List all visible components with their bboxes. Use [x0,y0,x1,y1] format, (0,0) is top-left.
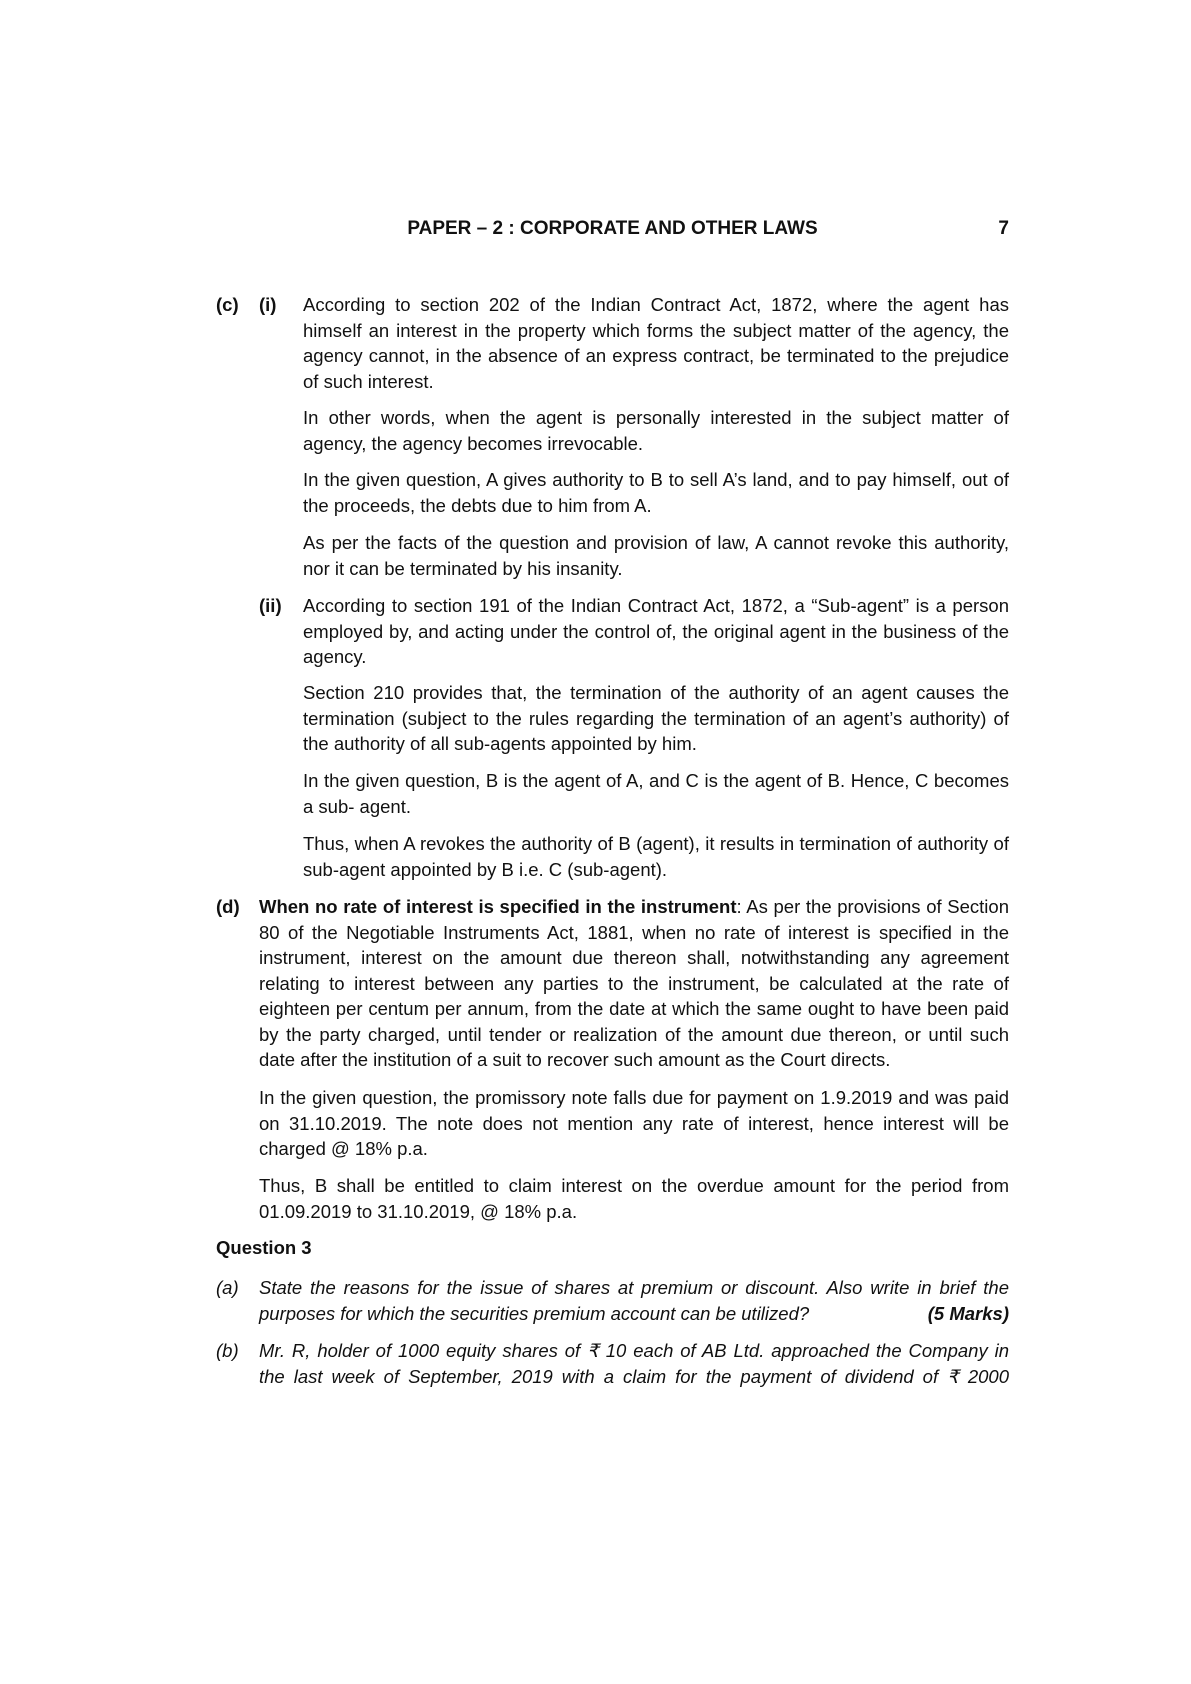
page-header [216,216,1009,242]
paper-title: PAPER – 2 : CORPORATE AND OTHER LAWS [407,218,818,239]
part-i-label: (i) [259,294,277,315]
q3-part-a-text: State the reasons for the issue of shares at premium or discount. Also write in brief the purposes for which the securities premium account can be utilized? [259,1277,1009,1324]
part-i-para-3: In the given question, A gives authority to B to sell A’s land, and to pay himself, out of the proceeds, the debts due to him from A. [303,469,1009,516]
q3-part-b-text: Mr. R, holder of 1000 equity shares of ₹ 10 each of AB Ltd. approached the Company in the last week of September, 2019 with a claim for the payment of dividend of ₹ 2000 [259,1340,1009,1387]
section-d-label: (d) [216,896,240,917]
part-i-para-2: In other words, when the agent is personally interested in the subject matter of agency, the agency becomes irrevocable. [303,407,1009,454]
q3-part-b [259,1338,1009,1389]
question-3-heading: Question 3 [216,1237,312,1258]
section-c-label: (c) [216,294,239,315]
section-d-para-2: In the given question, the promissory note falls due for payment on 1.9.2019 and was paid on 31.10.2019. The note does not mention any rate of interest, hence interest will be charged @ 18% p.a. [259,1087,1009,1159]
q3-part-b-label: (b) [216,1340,239,1361]
page-number: 7 [998,218,1009,239]
part-ii-para-2: Section 210 provides that, the termination of the authority of an agent causes the termination (subject to the rules regarding the termination of an agent’s authority) of the authority of all sub-agents appointed by him. [303,682,1009,754]
part-ii-label: (ii) [259,595,282,616]
part-i-para-1: According to section 202 of the Indian Contract Act, 1872, where the agent has himself an interest in the property which forms the subject matter of the agency, the agency cannot, in the absence of an express contract, be terminated to the prejudice of such interest. [303,294,1009,392]
part-i-para-4: As per the facts of the question and provision of law, A cannot revoke this authority, nor it can be terminated by his insanity. [303,532,1009,579]
part-ii-para-4: Thus, when A revokes the authority of B (agent), it results in termination of authority of sub-agent appointed by B i.e. C (sub-agent). [303,833,1009,880]
section-d-para-3: Thus, B shall be entitled to claim interest on the overdue amount for the period from 01.09.2019 to 31.10.2019, @ 18% p.a. [259,1175,1009,1222]
section-d-para-1 [259,894,1009,1073]
q3-part-a-label: (a) [216,1277,239,1298]
part-ii-para-1: According to section 191 of the Indian Contract Act, 1872, a “Sub-agent” is a person employed by, and acting under the control of, the original agent in the business of the agency. [303,595,1009,667]
section-d-heading: When no rate of interest is specified in the instrument [259,896,737,917]
q3-part-a [259,1275,1009,1326]
part-ii-para-3: In the given question, B is the agent of A, and C is the agent of B. Hence, C becomes a sub- agent. [303,770,1009,817]
section-d-body: : As per the provisions of Section 80 of the Negotiable Instruments Act, 1881, when no rate of interest is specified in the instrument, interest on the amount due thereon shall, notwithstanding any agreement relating to interest between any parties to the instrument, be calculated at the rate of eighteen per centum per annum, from the date at which the same ought to have been paid by the party charged, until tender or realization of the amount due thereon, or until such date after the institution of a suit to recover such amount as the Court directs. [259,896,1009,1070]
q3-part-a-marks: (5 Marks) [927,1302,1009,1324]
